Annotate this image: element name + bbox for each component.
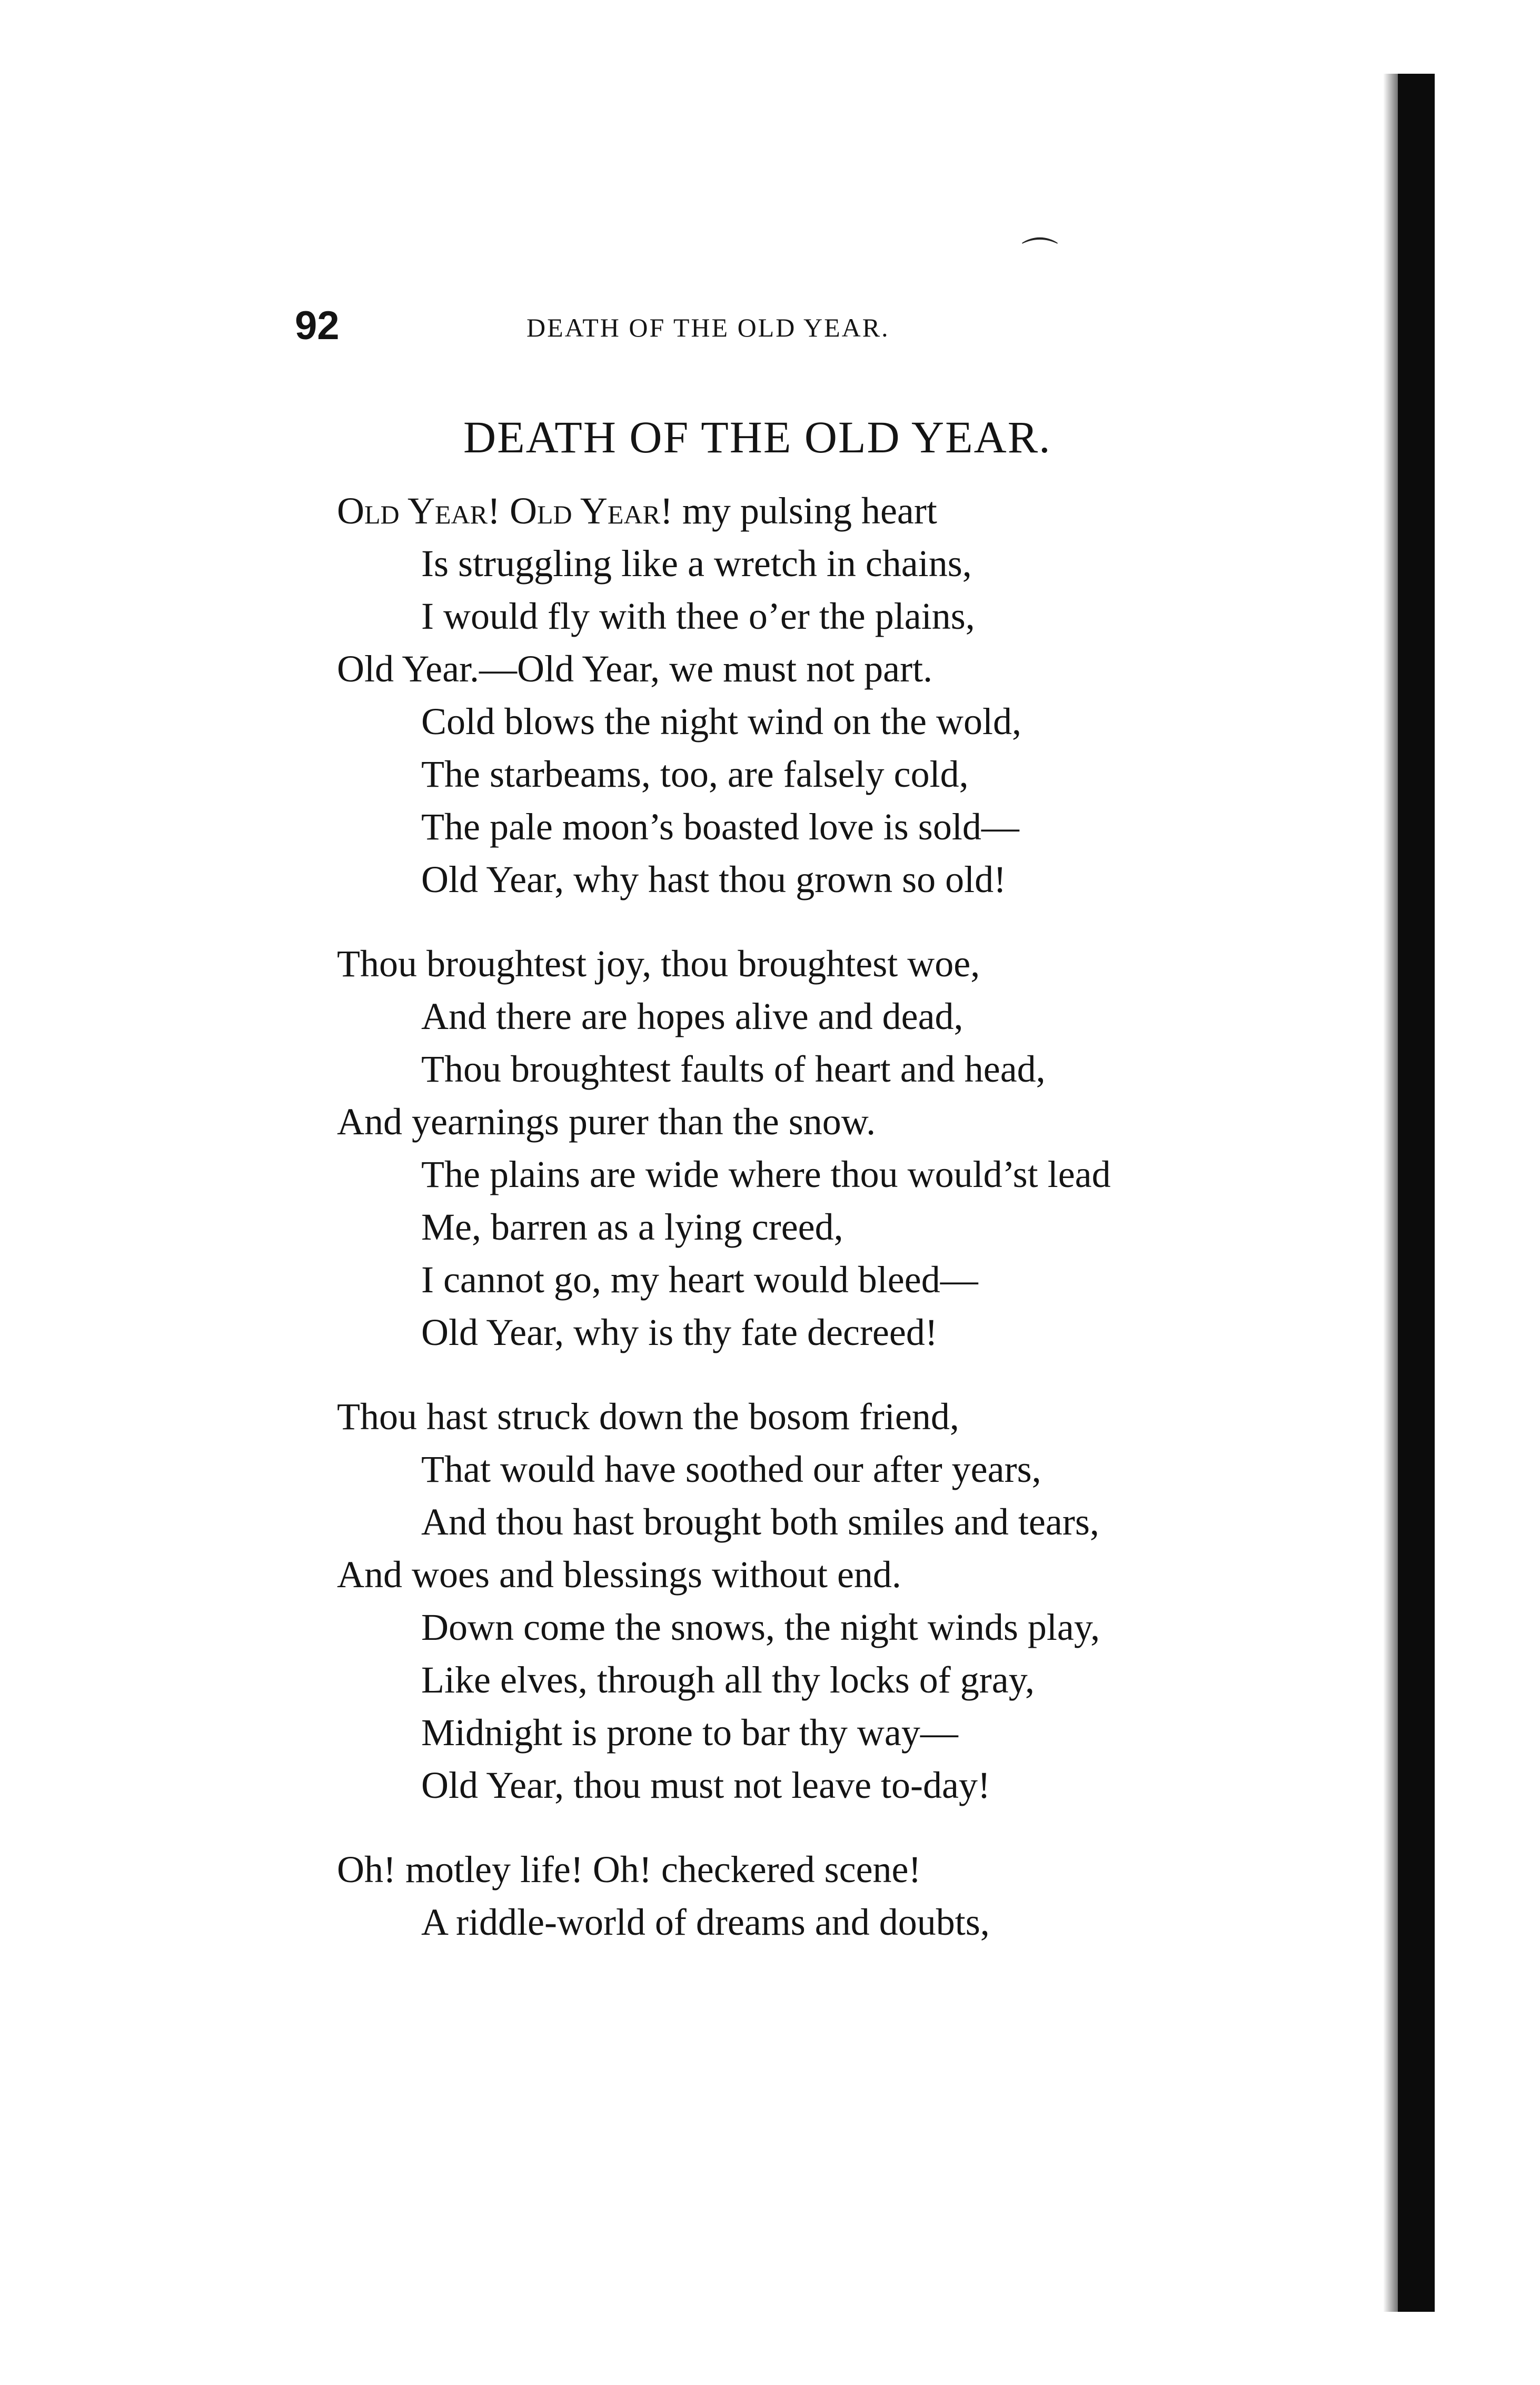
poem-line: Old Year, why is thy fate decreed! <box>421 1311 938 1353</box>
poem-line: Is struggling like a wretch in chains, <box>421 542 972 585</box>
stanza <box>337 937 1337 1359</box>
poem-line: Old Year.—Old Year, we must not part. <box>337 648 933 690</box>
poem-line: Down come the snows, the night winds play, <box>421 1606 1100 1648</box>
poem-line: Oh! motley life! Oh! checkered scene! <box>337 1848 921 1891</box>
poem-line: And there are hopes alive and dead, <box>421 995 963 1037</box>
page-number: 92 <box>295 303 340 348</box>
poem-line: And thou hast brought both smiles and tears, <box>421 1501 1099 1543</box>
poem-line: Old Year, thou must not leave to-day! <box>421 1764 990 1806</box>
poem-line: Old Year, why hast thou grown so old! <box>421 858 1007 900</box>
poem-line: Like elves, through all thy locks of gray, <box>421 1659 1035 1701</box>
margin-mark: ⌒ <box>1021 234 1058 278</box>
poem-line: Cold blows the night wind on the wold, <box>421 700 1021 743</box>
stanza <box>337 1390 1337 1812</box>
poem-line: Midnight is prone to bar thy way— <box>421 1711 958 1754</box>
poem-line: Thou hast struck down the bosom friend, <box>337 1396 959 1438</box>
poem-line: And yearnings purer than the snow. <box>337 1101 876 1143</box>
poem-title: DEATH OF THE OLD YEAR. <box>463 412 1051 462</box>
poem-line: Me, barren as a lying creed, <box>421 1206 843 1248</box>
stanza <box>337 1843 1337 1948</box>
poem-line: Thou broughtest joy, thou broughtest woe, <box>337 943 980 985</box>
running-head <box>295 303 1085 350</box>
poem-body <box>337 484 1337 1980</box>
poem-line: The pale moon’s boasted love is sold— <box>421 806 1019 848</box>
poem-line: I would fly with thee o’er the plains, <box>421 595 975 637</box>
poem-line: I cannot go, my heart would bleed— <box>421 1259 978 1301</box>
poem-line <box>337 484 1337 537</box>
line-rest: my pulsing heart <box>672 490 937 532</box>
poem-line: That would have soothed our after years, <box>421 1448 1041 1490</box>
poem-line: The starbeams, too, are falsely cold, <box>421 753 969 795</box>
small-caps-address: Old Year! Old Year! <box>337 490 673 532</box>
poem-line: A riddle-world of dreams and doubts, <box>421 1901 990 1943</box>
binding-edge <box>1398 74 1435 2312</box>
running-title: DEATH OF THE OLD YEAR. <box>526 313 890 342</box>
poem-line: The plains are wide where thou would’st lead <box>421 1153 1111 1195</box>
stanza <box>337 484 1337 906</box>
poem-line: Thou broughtest faults of heart and head, <box>421 1048 1046 1090</box>
poem-line: And woes and blessings without end. <box>337 1553 901 1596</box>
